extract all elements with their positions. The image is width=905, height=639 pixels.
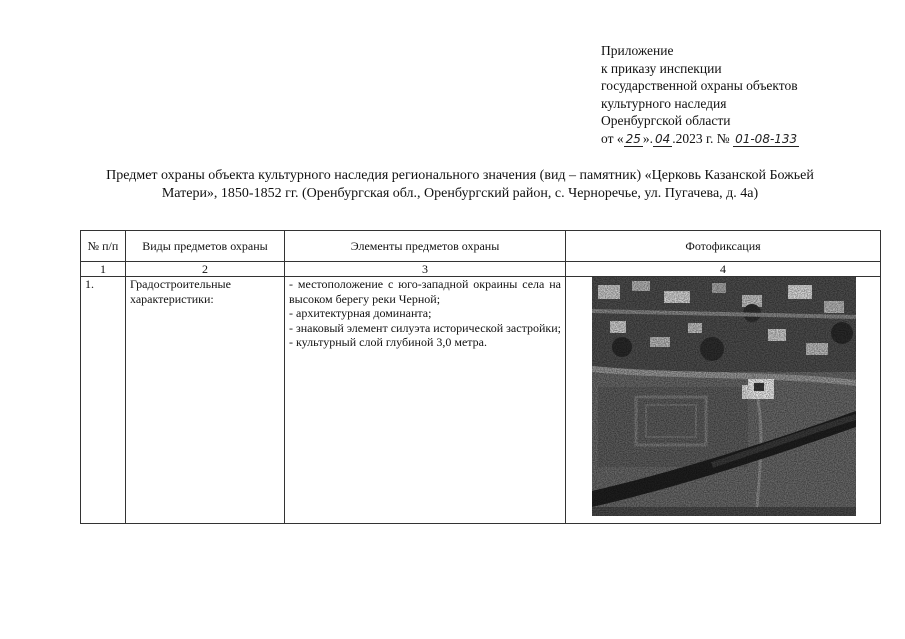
handwritten-month: 04 — [655, 131, 671, 146]
row-elements — [285, 277, 566, 524]
header-type: Виды предметов охраны — [126, 231, 285, 262]
header-elements: Элементы предметов охраны — [285, 231, 566, 262]
appendix-date-line — [601, 130, 891, 148]
appendix-line-order: к приказу инспекции — [601, 60, 722, 76]
row-photo — [566, 277, 881, 524]
date-mid: ». — [642, 130, 654, 146]
element-item: - знаковый элемент силуэта исторической застройки; — [289, 320, 561, 335]
subject-line-2: Матери», 1850-1852 гг. (Оренбургская обл., Оренбургский район, с. Черноречье, ул. Пугачева, д. 4а) — [161, 186, 759, 201]
appendix-line-region: Оренбургской области — [601, 113, 731, 129]
column-number-row — [81, 262, 881, 277]
element-item: - архитектурная доминанта; — [289, 306, 432, 320]
column-number: 4 — [566, 262, 881, 277]
header-number: № п/п — [81, 231, 126, 262]
appendix-line-inspection: государственной охраны объектов — [601, 78, 798, 94]
header-photo: Фотофиксация — [566, 231, 881, 262]
date-prefix: от « — [601, 130, 624, 146]
handwritten-day: 25 — [625, 131, 641, 146]
element-item: - местоположение с юго-западной окраины села на высоком берегу реки Черной; — [289, 277, 561, 306]
protection-table — [80, 230, 881, 524]
appendix-line-heritage: культурного наследия — [601, 95, 727, 111]
subject-line-1: Предмет охраны объекта культурного наследия регионального значения (вид – памятник) «Церковь Казанской Божьей — [106, 168, 814, 183]
column-number: 3 — [285, 262, 566, 277]
column-number: 2 — [126, 262, 285, 277]
handwritten-order-number: 01-08-133 — [735, 131, 798, 146]
table-header-row — [81, 231, 881, 262]
aerial-photo-image — [592, 277, 856, 516]
appendix-block — [601, 42, 891, 148]
row-number: 1. — [81, 277, 126, 524]
aerial-photo — [592, 277, 856, 516]
document-subject — [60, 167, 860, 203]
element-item: - культурный слой глубиной 3,0 метра. — [289, 335, 488, 349]
date-suffix: .2023 г. № — [672, 130, 730, 146]
table-row — [81, 277, 881, 524]
column-number: 1 — [81, 262, 126, 277]
row-type: Градостроительные характеристики: — [126, 277, 285, 524]
appendix-title: Приложение — [601, 43, 674, 58]
